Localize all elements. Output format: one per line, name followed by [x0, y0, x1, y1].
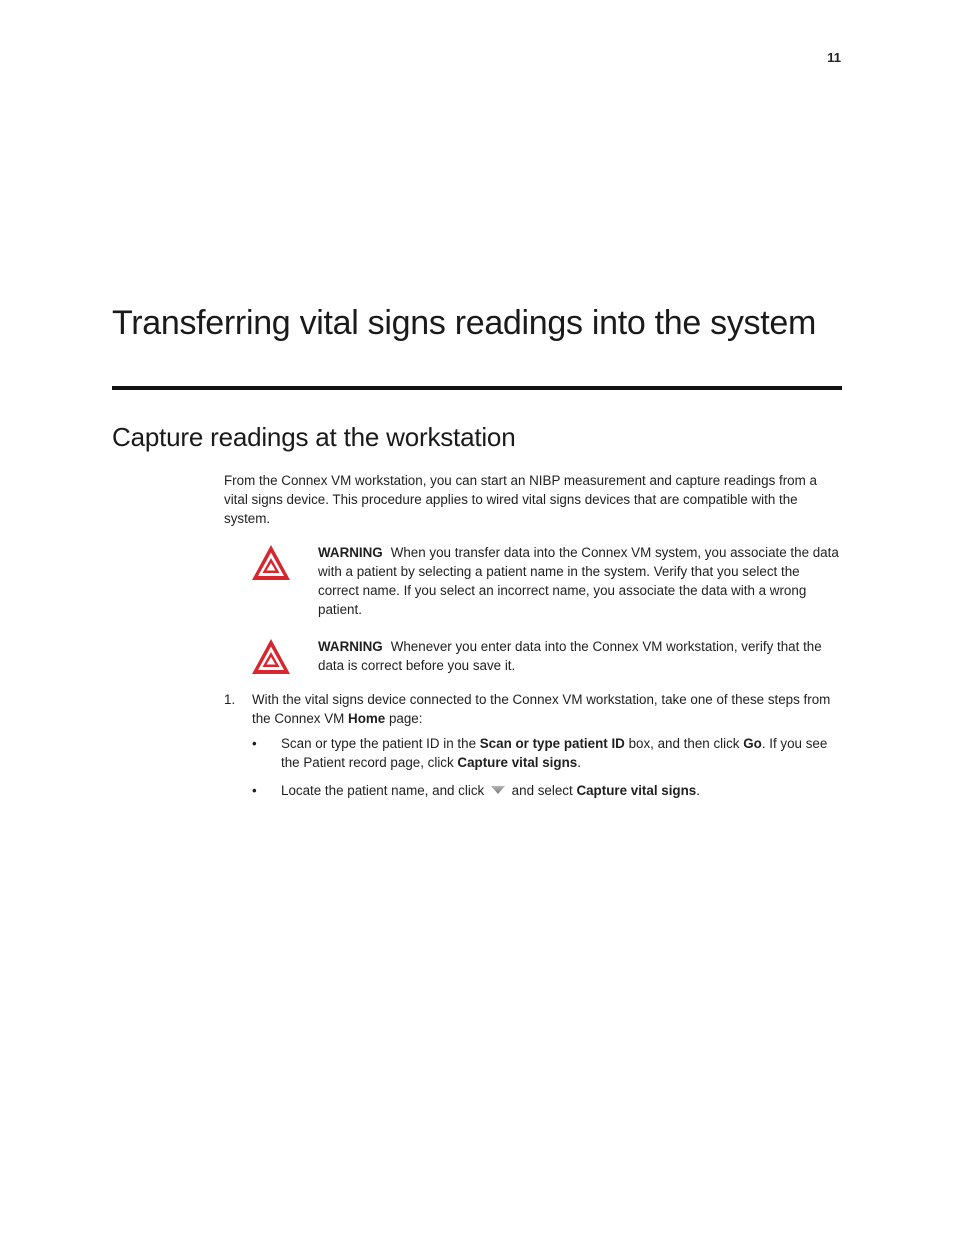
scan-box-label: Scan or type patient ID [479, 736, 625, 751]
warning-label: WARNING [318, 639, 383, 654]
bullet-text-2 [281, 781, 842, 800]
warning-block-1 [250, 543, 844, 623]
intro-paragraph: From the Connex VM workstation, you can start an NIBP measurement and capture readings from a vital signs device. This procedure applies to wired vital signs devices that are compatible with the system. [224, 473, 817, 526]
bullet-text-part: Locate the patient name, and click [281, 783, 488, 798]
step-text [252, 690, 842, 728]
step-text-part: With the vital signs device connected to the Connex VM workstation, take one of these steps from the Connex VM [252, 692, 831, 726]
warning-triangle-icon [250, 543, 292, 583]
bullet-text-part: . [696, 783, 700, 798]
page-number: 11 [827, 50, 841, 65]
chapter-divider [112, 386, 842, 390]
section-title: Capture readings at the workstation [112, 422, 516, 452]
capture-vital-signs-label: Capture vital signs [457, 755, 578, 770]
bullet-text-1 [281, 734, 842, 772]
bullet-text-part: and select [507, 783, 577, 798]
bullet-text-part: . [577, 755, 581, 770]
warning-block-2 [250, 637, 844, 677]
chapter-title: Transferring vital signs readings into the system [112, 304, 817, 342]
bullet-marker: • [252, 736, 257, 751]
go-button-label: Go [743, 736, 762, 751]
warning-message: When you transfer data into the Connex VM system, you associate the data with a patient by selecting a patient name in the system. Verify that you select the correct name. If you select an incorrect name, you associate the data with a wrong patient. [318, 545, 839, 617]
warning-triangle-icon [250, 637, 292, 677]
warning-text-1 [318, 543, 844, 619]
capture-vital-signs-label: Capture vital signs [576, 783, 697, 798]
bullet-marker: • [252, 783, 257, 798]
chevron-down-icon [490, 785, 506, 795]
bullet-text-part: Scan or type the patient ID in the [281, 736, 480, 751]
warning-message: Whenever you enter data into the Connex VM workstation, verify that the data is correct before you save it. [318, 639, 822, 673]
step-text-part: page: [385, 711, 423, 726]
step-number: 1. [224, 692, 236, 707]
warning-text-2 [318, 637, 844, 675]
warning-label: WARNING [318, 545, 383, 560]
bullet-text-part: . If you see the Patient record page, click [281, 736, 828, 770]
home-page-label: Home [348, 711, 386, 726]
bullet-text-part: box, and then click [624, 736, 744, 751]
